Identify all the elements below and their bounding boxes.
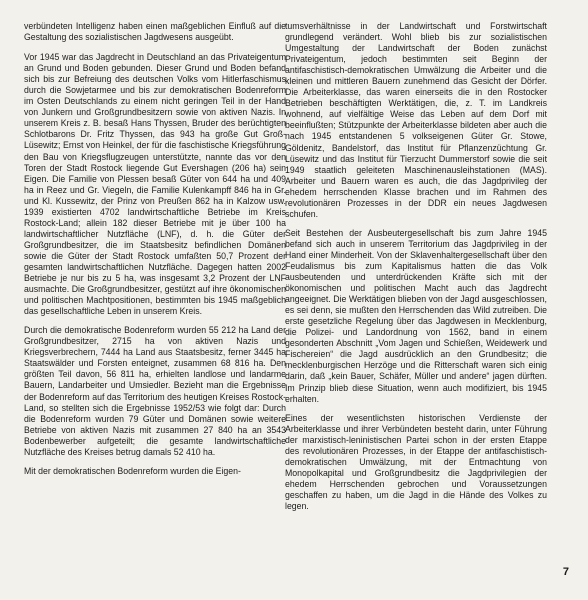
paragraph: tumsverhältnisse in der Landwirtschaft und Forstwirtschaft grundlegend verändert. Wohl blieb bis zur sozialistischen Umgestaltung der Landwirtschaft der Boden zunächst Privateigentum, jedoch bestimmten seit Beginn der antifaschistisch-demokratischen Umwälzung die Arbeiter und die kleinen und mittleren Bauern zunehmend das Gesicht der Dörfer. Die Arbeiterklasse, das waren einerseits die in den Rostocker Betrieben beschäftigten Werktätigen, die, z. T. im Landkreis wohnend, auf vielfältige Weise das Leben auf dem Dorf mit beeinflußten; Stützpunkte der Arbeiterklasse bildeten aber auch die nach 1945 entstandenen 5 volkseigenen Güter Gr. Stowe, Göldenitz, Bandelstorf, das Institut für Pflanzenzüchtung Gr. Lüsewitz und das Institut für Tierzucht Dummerstorf sowie die seit 1949 staatlich geleiteten Maschinenausleihstationen (MAS). Arbeiter und Bauern waren es auch, die das Jagdprivileg der ehedem herrschenden Klasse brachen und im Rahmen des revolutionären Prozesses in der DDR ein neues Jagdwesen schufen. <box>285 21 547 219</box>
paragraph: Vor 1945 war das Jagdrecht in Deutschland an das Privateigentum an Grund und Boden gebunden. Dieser Grund und Boden befand sich bis zur Befreiung des deutschen Volks vom Hitlerfaschismus durch die Sowjetarmee und bis zur demokratischen Bodenreform im Osten Deutschlands zu einem nicht geringen Teil in der Hand von Junkern und Großgrundbesitzern sowie von aktiven Nazis. In unserem Kreis z. B. besaß Hans Thyssen, Bruder des berüchtigten Schlotbarons Dr. Fritz Thyssen, das 943 ha große Gut Groß-Lüsewitz; Ernst von Heinkel, der für die faschistische Kriegsführung den Bau von Kriegsflugzeugen unterstützte, nannte das vor den Toren der Stadt Rostock liegende Gut Evershagen (206 ha) sein Eigen. Die Familie von Plessen besaß Güter von 644 ha und 409 ha in Reez und Gr. Viegeln, die Familie Kulenkampff 846 ha in Gr. und Kl. Kussewitz, der Prinz von Preußen 862 ha in Kalzow usw. 1939 existierten 4702 landwirtschaftliche Betriebe im Kreis Rostock-Land; allein 182 dieser Betriebe mit je über 100 ha landwirtschaftlicher Nutzfläche (LNF), d. h. die Güter der Großgrundbesitzer, die im Staatsbesitz befindlichen Domänen sowie die Güter der Stadt Rostock umfaßten 50,7 Prozent der gesamten landwirtschaftlichen Nutzfläche. Dagegen hatten 2002 Betriebe je nur bis zu 5 ha, was insgesamt 3,2 Prozent der LNF ausmachte. Die Großgrundbesitzer, gestützt auf ihre ökonomischen und politischen Machtpositionen, bestimmten bis 1945 maßgeblich das gesellschaftliche Leben in unserem Kreis. <box>24 52 286 317</box>
paragraph: verbündeten Intelligenz haben einen maßgeblichen Einfluß auf die Gestaltung des sozialistischen Jagdwesens ausgeübt. <box>24 21 286 43</box>
page-number: 7 <box>562 566 569 578</box>
paragraph: Mit der demokratischen Bodenreform wurden die Eigen- <box>24 465 241 476</box>
right-text-column <box>285 21 547 512</box>
left-text-column <box>24 21 286 477</box>
paragraph: Seit Bestehen der Ausbeutergesellschaft bis zum Jahre 1945 befand sich auch in unserem Territorium das Jagdprivileg in der Hand einer Minderheit. Von der Sklavenhaltergesellschaft über den Feudalismus bis zum Kapitalismus hatten die das Volk ausbeutenden und unterdrückenden Kräfte sich mit der ökonomischen und politischen Macht auch das Jagdrecht angeeignet. Die Werktätigen blieben von der Jagd ausgeschlossen, es sei denn, sie mußten den Herrschenden das Wild zutreiben. Die erste gesetzliche Regelung über das Jagdwesen in Mecklenburg, die Polizei- und Landordnung von 1562, band in einem gesonderten Abschnitt „Vom Jagen und Schießen, Weidewerk und Fischereien“ die Jagd ausdrücklich an den Grundbesitz; die mecklenburgischen Herzöge und die Ritterschaft waren sich einig darin, daß „kein Bauer, Schäfer, Müller und andere“ jagen dürften. Im Prinzip blieb diese Situation, wenn auch modifiziert, bis 1945 erhalten. <box>285 227 547 404</box>
paragraph: Eines der wesentlichsten historischen Verdienste der Arbeiterklasse und ihrer Verbündeten besteht darin, unter Führung der marxistisch-leninistischen Partei schon in der ersten Etappe des revolutionären Prozesses, in der Etappe der antifaschistisch-demokratischen Umwälzung, mit der Entmachtung von Monopolkapital und Großgrundbesitz die Jagdprivilegien der ehedem Herrschenden gebrochen und Voraussetzungen geschaffen zu haben, um die Jagd in die Hände des Volkes zu legen. <box>285 412 547 511</box>
paragraph: Durch die demokratische Bodenreform wurden 55 212 ha Land der Großgrundbesitzer, 2715 ha von aktiven Nazis und Kriegsverbrechern, 7444 ha Land aus Staatsbesitz, ferner 3445 ha Staatswälder und Forsten enteignet, zusammen 68 816 ha. Den größten Teil davon, 56 811 ha, erhielten landlose und landarme Bauern, Landarbeiter und Umsiedler. Bezieht man die Ergebnisse der Bodenreform auf das Territorium des heutigen Kreises Rostock-Land, so stellten sich die Ergebnisse 1952/53 wie folgt dar: Durch die Bodenreform wurden 79 Güter und Domänen sowie weitere Betriebe von aktiven Nazis mit zusammen 27 840 ha an 3543 Bodenbewerber aufgeteilt; die gesamte landwirtschaftliche Nutzfläche des Kreises betrug damals 52 410 ha. <box>24 325 286 457</box>
